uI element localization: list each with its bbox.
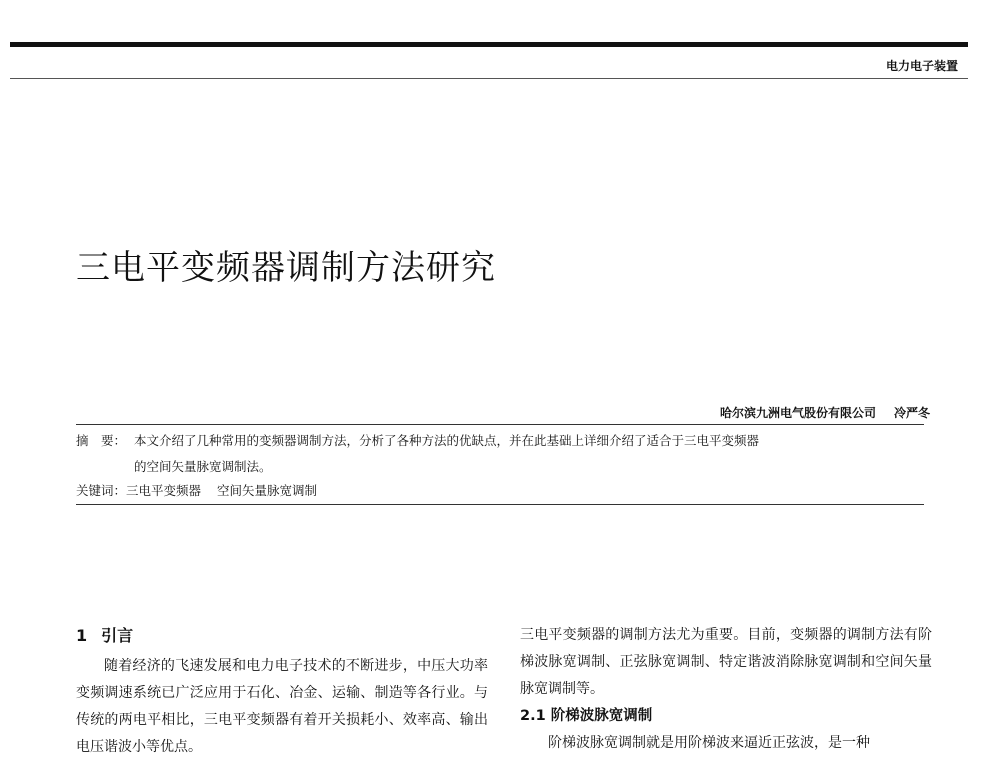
right-column: [520, 622, 932, 757]
abstract-rule-top: [76, 424, 924, 425]
body-paragraph: 随着经济的飞速发展和电力电子技术的不断进步，中压大功率变频调速系统已广泛应用于石化、冶金、运输、制造等各行业。与传统的两电平相比，三电平变频器有着开关损耗小、效率高、输出电压谐波小等优点。: [76, 658, 488, 755]
left-column: [76, 622, 488, 761]
subsection-heading: 2.1 阶梯波脉宽调制: [520, 708, 653, 724]
keyword-1: 三电平变频器: [126, 483, 202, 498]
abstract-line-2: 的空间矢量脉宽调制法。: [134, 459, 272, 474]
author-name: 冷严冬: [893, 406, 930, 420]
body-paragraph-continued: 三电平变频器的调制方法尤为重要。目前，变频器的调制方法有阶梯波脉宽调制、正弦脉宽调制、特定谐波消除脉宽调制和空间矢量脉宽调制等。: [520, 627, 932, 697]
author-affiliation: 哈尔滨九洲电气股份有限公司: [719, 406, 876, 420]
header-rule-thin: [10, 78, 968, 79]
abstract-line-1: 本文介绍了几种常用的变频器调制方法，分析了各种方法的优缺点，并在此基础上详细介绍了适合于三电平变频器: [134, 433, 760, 448]
abstract-rule-bottom: [76, 504, 924, 505]
keywords-label: 关键词：: [76, 483, 127, 498]
keyword-2: 空间矢量脉宽调制: [217, 483, 318, 498]
abstract-label: 摘 要：: [76, 433, 127, 448]
section-heading: [76, 622, 488, 651]
section-number: 1: [76, 626, 88, 645]
header-rule-thick: [10, 42, 968, 47]
keywords: [76, 480, 317, 502]
body-paragraph: 阶梯波脉宽调制就是用阶梯波来逼近正弦波，是一种: [548, 735, 870, 751]
journal-name: 电力电子装置: [885, 59, 958, 73]
section-title: 引言: [101, 626, 134, 645]
author-line: [720, 404, 930, 421]
paper-title: 三电平变频器调制方法研究: [76, 248, 496, 288]
abstract: [76, 428, 926, 480]
